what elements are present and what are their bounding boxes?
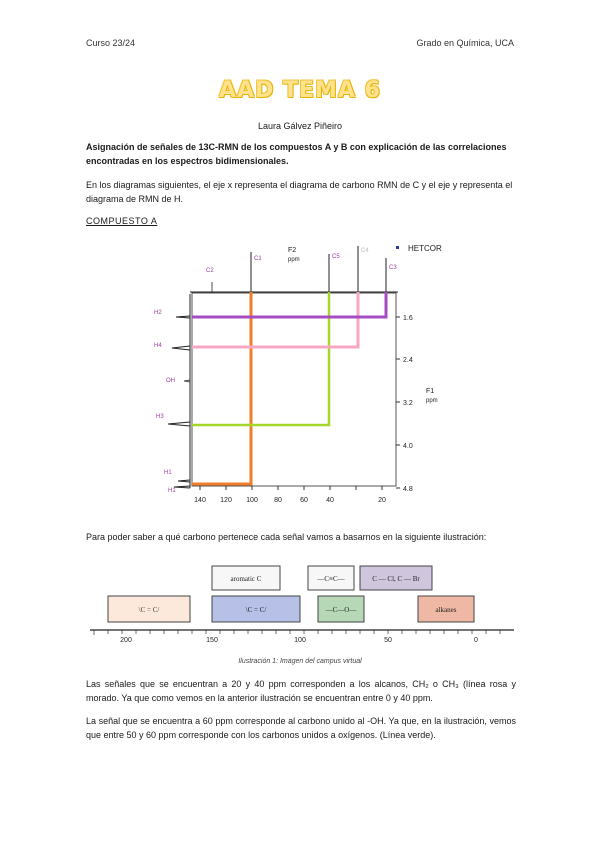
- header-degree: Grado en Química, UCA: [416, 38, 514, 48]
- x-tick: 60: [300, 497, 308, 504]
- x-tick: 100: [246, 497, 258, 504]
- box-aromatic: [212, 566, 280, 590]
- scale-tick-label: 100: [294, 637, 306, 644]
- h-peak-h2: [176, 316, 190, 318]
- legend-bullet: [396, 246, 399, 249]
- h-label-h1b: H1: [168, 488, 176, 494]
- plot-frame: [192, 293, 396, 486]
- c-label-c5: C5: [332, 254, 340, 260]
- h-label-h2: H2: [154, 310, 162, 316]
- h-label-oh: OH: [166, 378, 175, 384]
- hetcor-legend: HETCOR: [408, 244, 442, 253]
- f1-label: F1: [426, 388, 435, 395]
- svg-text:—C≡C—: —C≡C—: [317, 575, 345, 583]
- svg-text:alkanes: alkanes: [435, 606, 457, 614]
- x-tick: 20: [378, 497, 386, 504]
- c-label-c4: C4: [361, 248, 369, 254]
- scale-tick-label: 50: [384, 637, 392, 644]
- oh-paragraph: La señal que se encuentra a 60 ppm corresponde al carbono unido al -OH. Ya que, en la ilustración, vemos que entre 50 y 60 ppm corresponde con los carbonos unidos a oxígenos. (Línea verde).: [86, 716, 516, 740]
- author-name: Laura Gálvez Piñeiro: [257, 121, 343, 131]
- svg-text:aromatic C: aromatic C: [230, 575, 262, 583]
- header-course: Curso 23/24: [86, 38, 136, 48]
- illustration-intro-paragraph: Para poder saber a qué carbono pertenece cada señal vamos a basarnos en la siguiente ilustración:: [86, 532, 487, 542]
- svg-text:—C—O—: —C—O—: [325, 606, 357, 614]
- x-tick: 40: [326, 497, 334, 504]
- x-axis: [194, 486, 386, 504]
- h-peak-h1b: [174, 486, 190, 488]
- chemical-shift-figure: [90, 562, 520, 652]
- y-tick: 1.6: [403, 315, 413, 322]
- x-tick: 140: [194, 497, 206, 504]
- c-label-c3: C3: [389, 265, 397, 271]
- y-tick: 4.8: [403, 486, 413, 493]
- section-compuesto-a: COMPUESTO A: [86, 216, 158, 226]
- c-label-c2: C2: [206, 268, 214, 274]
- x-tick: 120: [220, 497, 232, 504]
- h-peak-h1a: [178, 480, 190, 482]
- y-tick: 2.4: [403, 357, 413, 364]
- figure-caption: Ilustración 1: Imagen del campus virtual: [238, 658, 362, 665]
- h-label-h3: H3: [156, 414, 164, 420]
- svg-text:C — Cl, C — Br: C — Cl, C — Br: [372, 575, 420, 583]
- y-axis: [396, 315, 438, 493]
- box-ether: [318, 596, 364, 622]
- intro-bold-paragraph: Asignación de señales de 13C-RMN de los compuestos A y B con explicación de las correlaciones encontradas en los espectros bidimensionales.: [86, 142, 507, 166]
- y-tick: 3.2: [403, 400, 413, 407]
- h-peak-h3: [168, 422, 190, 426]
- alkanes-paragraph: Las señales que se encuentran a 20 y 40 ppm corresponden a los alcanos, CH₂ o CH₃ (línea rosa y morado. Ya que como vemos en la anterior ilustración se encuentran entre 0 y 40 ppm.: [86, 679, 516, 703]
- box-alkyne: [308, 566, 354, 590]
- x-tick: 80: [274, 497, 282, 504]
- svg-text:\C = C/: \C = C/: [138, 606, 160, 614]
- scale-ticks: [94, 630, 500, 635]
- scale-tick-label: 150: [206, 637, 218, 644]
- y-tick: 4.0: [403, 443, 413, 450]
- h-label-h4: H4: [154, 343, 162, 349]
- box-halide: [360, 566, 432, 590]
- f1-unit: ppm: [426, 398, 438, 404]
- scale-tick-label: 200: [120, 637, 132, 644]
- scale-tick-label: 0: [474, 637, 478, 644]
- c-label-c1: C1: [254, 256, 262, 262]
- svg-text:\C = C/: \C = C/: [245, 606, 267, 614]
- h-peak-oh: [184, 380, 190, 382]
- box-alkene: [212, 596, 300, 622]
- box-alkanes: [418, 596, 474, 622]
- h-label-h1a: H1: [164, 470, 172, 476]
- page-title: AAD TEMA 6: [219, 78, 381, 103]
- h-peak-h4: [172, 346, 190, 350]
- box-alkene-carbonyl: [108, 596, 190, 622]
- hetcor-spectrum: [140, 236, 460, 526]
- f2-label: F2: [288, 247, 297, 254]
- f2-unit: ppm: [288, 257, 300, 263]
- intro-paragraph: En los diagramas siguientes, el eje x representa el diagrama de carbono RMN de C y el eje y representa el diagrama de RMN de H.: [86, 180, 513, 204]
